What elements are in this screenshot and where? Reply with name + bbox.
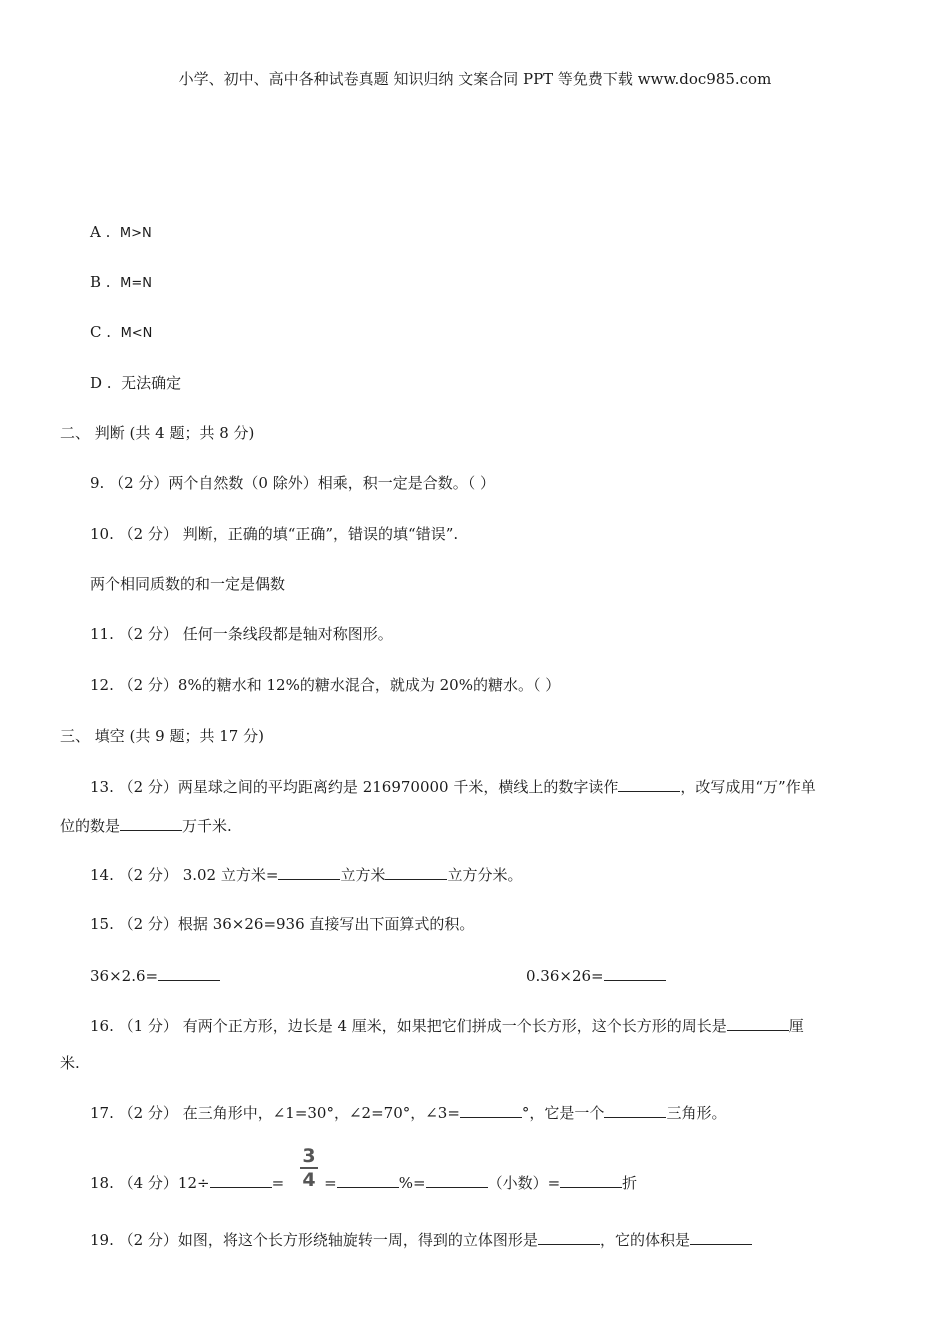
question-14: 14. （2 分） 3.02 立方米= 立方米 立方分米。 — [90, 866, 523, 884]
answer-blank[interactable] — [385, 864, 447, 880]
answer-blank[interactable] — [426, 1172, 488, 1188]
option-text: 无法确定 — [121, 374, 182, 392]
option-b — [90, 272, 152, 294]
question-10: 10. （2 分） 判断，正确的填“正确”，错误的填“错误”. — [90, 525, 459, 543]
section-heading: 三、 填空 (共 9 题；共 17 分) — [60, 727, 264, 745]
option-label: A . — [90, 223, 111, 241]
option-a — [90, 222, 152, 244]
answer-blank[interactable] — [120, 815, 182, 831]
question-16-cont: 米. — [60, 1054, 80, 1072]
question-16: 16. （1 分） 有两个正方形，边长是 4 厘米，如果把它们拼成一个长方形，这个长方形的周长是 厘 — [90, 1017, 804, 1035]
fraction-three-quarters — [298, 1146, 320, 1190]
question-9: 9. （2 分）两个自然数（0 除外）相乘，积一定是合数。（ ） — [90, 474, 495, 492]
answer-blank[interactable] — [278, 864, 340, 880]
question-13-cont: 位的数是 万千米. — [60, 817, 232, 835]
answer-blank[interactable] — [604, 965, 666, 981]
page-header: 小学、初中、高中各种试卷真题 知识归纳 文案合同 PPT 等免费下载 www.doc985.com — [178, 70, 772, 88]
question-13: 13. （2 分）两星球之间的平均距离约是 216970000 千米，横线上的数字读作 ，改写成用“万”作单 — [90, 778, 816, 796]
answer-blank[interactable] — [618, 776, 680, 792]
option-text: M=N — [120, 276, 152, 291]
question-12: 12. （2 分）8%的糖水和 12%的糖水混合，就成为 20%的糖水。（ ） — [90, 676, 561, 694]
option-d — [90, 373, 181, 393]
fraction-denominator: 4 — [302, 1169, 316, 1191]
question-10-statement: 两个相同质数的和一定是偶数 — [90, 575, 286, 593]
option-label: D . — [90, 374, 112, 392]
answer-blank[interactable] — [560, 1172, 622, 1188]
option-c — [90, 322, 152, 344]
answer-blank[interactable] — [690, 1229, 752, 1245]
question-11: 11. （2 分） 任何一条线段都是轴对称图形。 — [90, 625, 393, 643]
answer-blank[interactable] — [210, 1172, 272, 1188]
question-18: 18. （4 分）12÷ = = %= （小数）= 折 — [90, 1174, 638, 1192]
answer-blank[interactable] — [538, 1229, 600, 1245]
answer-blank[interactable] — [727, 1015, 789, 1031]
question-19: 19. （2 分）如图，将这个长方形绕轴旋转一周，得到的立体图形是 ，它的体积是 — [90, 1229, 752, 1250]
answer-blank[interactable] — [460, 1102, 522, 1118]
section-heading: 二、 判断 (共 4 题；共 8 分) — [60, 424, 255, 442]
answer-blank[interactable] — [337, 1172, 399, 1188]
answer-blank[interactable] — [158, 965, 220, 981]
fraction-numerator: 3 — [302, 1145, 316, 1167]
option-label: C . — [90, 323, 112, 341]
question-17: 17. （2 分） 在三角形中，∠1=30°，∠2=70°，∠3= °，它是一个 三角形。 — [90, 1104, 727, 1122]
option-label: B . — [90, 273, 111, 291]
option-text: M<N — [120, 326, 153, 341]
option-text: M>N — [119, 226, 152, 241]
question-15-right: 0.36×26= — [526, 965, 666, 986]
question-15: 15. （2 分）根据 36×26=936 直接写出下面算式的积。 — [90, 915, 475, 933]
question-15-left: 36×2.6= — [90, 965, 220, 986]
answer-blank[interactable] — [604, 1102, 666, 1118]
